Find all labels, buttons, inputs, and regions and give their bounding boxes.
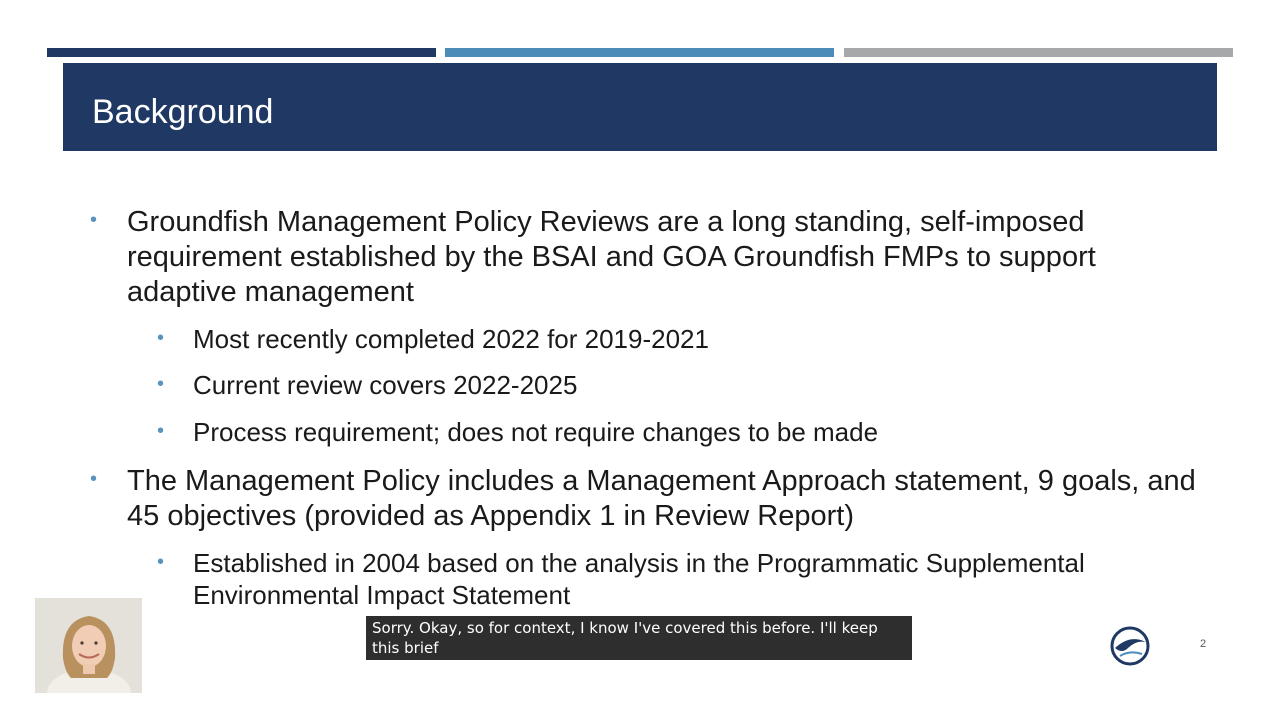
bullet-icon: • <box>157 420 165 442</box>
bullet-text: The Management Policy includes a Management Approach statement, 9 goals, and 45 objectives (provided as Appendix 1 in Review Report) <box>127 465 1196 532</box>
bullet-icon: • <box>90 209 98 231</box>
slide-title: Background <box>92 93 274 131</box>
bullet-icon: • <box>90 468 98 490</box>
presenter-avatar-icon <box>35 598 142 693</box>
slide-number: 2 <box>1200 638 1207 650</box>
live-caption: Sorry. Okay, so for context, I know I've covered this before. I'll keep this brief <box>366 616 912 660</box>
bullet-icon: • <box>157 327 165 349</box>
accent-bar-gray <box>844 48 1233 57</box>
sub-bullet-text: Process requirement; does not require changes to be made <box>193 417 879 447</box>
sub-bullet-text: Current review covers 2022-2025 <box>193 370 578 400</box>
sub-bullet-text: Most recently completed 2022 for 2019-2021 <box>193 324 709 354</box>
presenter-video-thumbnail[interactable] <box>35 598 142 693</box>
agency-seal-icon <box>1106 626 1156 666</box>
bullet-text: Groundfish Management Policy Reviews are a long standing, self-imposed requirement established by the BSAI and GOA Groundfish FMPs to support adaptive management <box>127 206 1096 308</box>
bullet-icon: • <box>157 373 165 395</box>
slide-title-bar <box>63 63 1217 151</box>
accent-bar-blue <box>445 48 834 57</box>
accent-bar-dark <box>47 48 436 57</box>
bullet-icon: • <box>157 551 165 573</box>
sub-bullet-text: Established in 2004 based on the analysis in the Programmatic Supplemental Environmental Impact Statement <box>193 548 1085 610</box>
